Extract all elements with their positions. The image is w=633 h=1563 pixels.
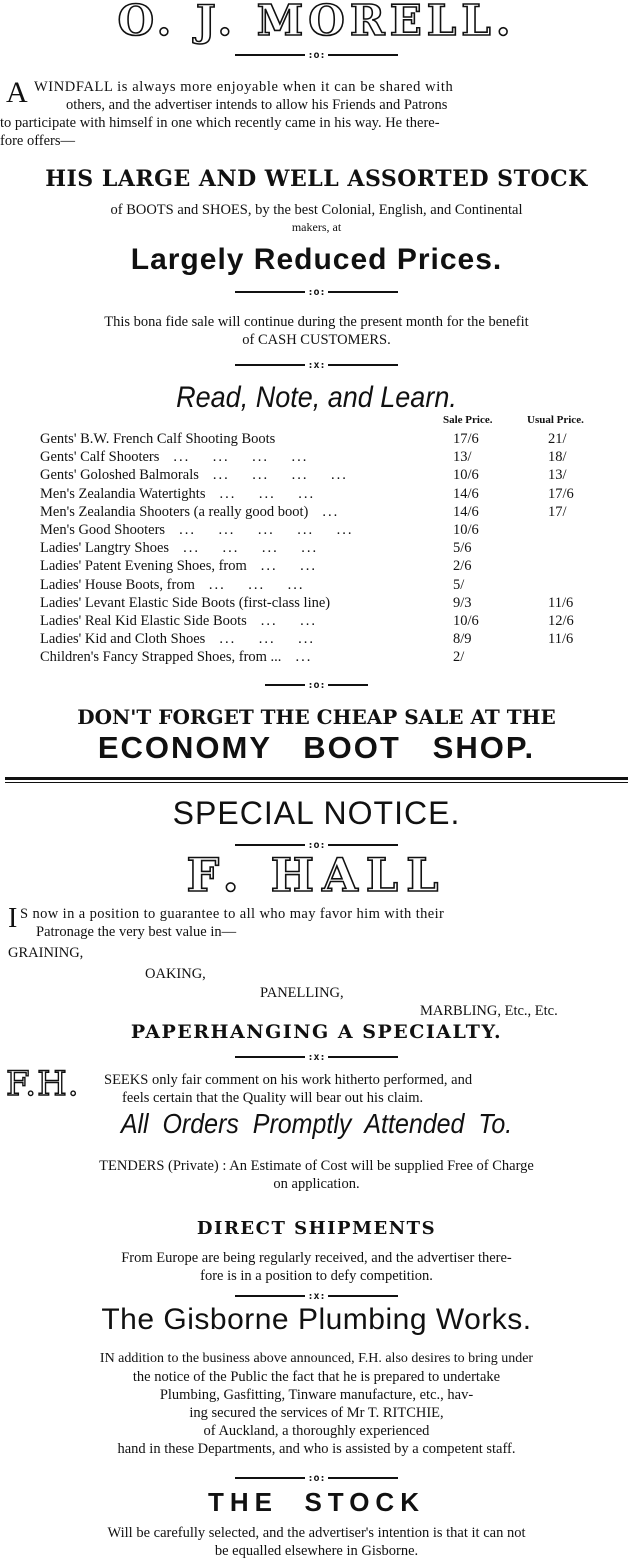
- price-item-leader: ... ... ... ...: [212, 467, 348, 484]
- price-row: [40, 613, 620, 631]
- closing-line: be equalled elsewhere in Gisborne.: [214, 1543, 419, 1559]
- price-row: [40, 467, 620, 485]
- sale-price: 13/: [453, 449, 472, 466]
- price-item-name: Men's Good Shooters: [40, 522, 166, 538]
- price-row: [40, 449, 620, 467]
- price-item-leader: ... ... ...: [219, 485, 316, 502]
- price-item-name: Children's Fancy Strapped Shoes, from ...: [40, 649, 282, 666]
- price-item-name: Ladies' Real Kid Elastic Side Boots: [40, 613, 247, 629]
- price-item-name: Men's Zealandia Shooters (a really good boot): [40, 503, 309, 520]
- stock-line: of BOOTS and SHOES, by the best Colonial, English, and Continental: [110, 202, 523, 218]
- plumb-line: IN addition to the business above announced, F.H. also desires to bring under: [99, 1351, 534, 1366]
- fh-line: SEEKS only fair comment on his work hitherto performed, and: [104, 1072, 473, 1088]
- sale-price: 9/3: [453, 594, 472, 611]
- service-panelling: PANELLING,: [260, 985, 344, 1001]
- drop-cap: A: [6, 76, 28, 109]
- hall-intro: [6, 905, 628, 941]
- all-orders-heading: All Orders Promptly Attended To.: [120, 1108, 513, 1140]
- price-item-leader: ...: [322, 503, 340, 520]
- price-item-leader: ... ... ... ... ...: [179, 522, 354, 538]
- sale-price: 2/: [453, 649, 465, 666]
- price-item-leader: ... ... ... ...: [183, 540, 319, 557]
- price-item-leader: ... ... ...: [219, 631, 315, 648]
- tenders-line: on application.: [273, 1176, 360, 1192]
- read-note-heading: Read, Note, and Learn.: [176, 380, 457, 414]
- hall-title: F. HALL: [186, 848, 447, 902]
- price-row: [40, 522, 620, 540]
- sale-price: 17/6: [453, 431, 479, 447]
- plumbing-text: [4, 1350, 629, 1458]
- tenders-notice: [0, 1157, 633, 1193]
- price-item-name: Ladies' Levant Elastic Side Boots (first-class line): [40, 594, 331, 611]
- fh-text: [100, 1071, 630, 1107]
- usual-price: 13/: [548, 467, 567, 484]
- special-notice-heading: SPECIAL NOTICE.: [172, 795, 461, 831]
- the-stock-heading: THE STOCK: [208, 1487, 425, 1517]
- price-item-name: Ladies' Langtry Shoes: [40, 540, 170, 557]
- morell-intro: [0, 76, 628, 150]
- col-sale-price: Sale Price.: [443, 414, 493, 426]
- sale-price: 5/6: [453, 540, 472, 557]
- plumbing-works-heading: The Gisborne Plumbing Works.: [101, 1303, 532, 1336]
- service-oaking: OAKING,: [145, 966, 206, 982]
- shipments-text: [0, 1249, 633, 1285]
- price-row: [40, 649, 620, 667]
- morell-title: O. J. MORELL.: [117, 0, 516, 45]
- price-item-name: Gents' Calf Shooters: [40, 449, 160, 466]
- price-item-name: Gents' B.W. French Calf Shooting Boots: [40, 431, 276, 447]
- paperhanging-heading: PAPERHANGING A SPECIALTY.: [130, 1021, 503, 1043]
- plumb-line: the notice of the Public the fact that he is prepared to undertake: [132, 1369, 501, 1385]
- sale-price: 14/6: [453, 503, 479, 520]
- price-item-leader: ... ...: [260, 613, 318, 629]
- price-item-leader: ... ... ...: [208, 576, 305, 593]
- price-row: [40, 595, 620, 613]
- intro-line: to participate with himself in one which recently came in his way. He there-: [0, 115, 440, 131]
- sale-notice: [0, 313, 633, 349]
- ship-line: fore is in a position to defy competition.: [200, 1268, 433, 1284]
- price-item-name: Gents' Goloshed Balmorals: [40, 467, 199, 484]
- usual-price: 11/6: [548, 631, 574, 648]
- price-item-leader: ... ...: [260, 558, 318, 575]
- price-row: [40, 577, 620, 595]
- usual-price: 11/6: [548, 594, 574, 611]
- sale-price: 10/6: [453, 613, 479, 629]
- stock-heading: HIS LARGE AND WELL ASSORTED STOCK: [45, 166, 588, 192]
- divider: :o:: [0, 50, 633, 61]
- sale-line: of CASH CUSTOMERS.: [242, 332, 391, 348]
- usual-price: 18/: [548, 449, 567, 466]
- sale-price: 14/6: [453, 485, 479, 502]
- usual-price: 17/6: [548, 485, 574, 502]
- sale-price: 2/6: [453, 558, 472, 575]
- intro-line: fore offers—: [0, 133, 76, 149]
- stock-closing-text: [0, 1524, 633, 1560]
- price-item-name: Ladies' Patent Evening Shoes, from: [40, 558, 247, 575]
- section-rule: [5, 782, 628, 783]
- service-marbling: MARBLING, Etc., Etc.: [420, 1003, 558, 1019]
- intro-line: WINDFALL is always more enjoyable when it can be shared with: [34, 79, 454, 95]
- price-item-leader: ...: [295, 649, 313, 666]
- section-rule: [5, 777, 628, 780]
- plumb-line: of Auckland, a thoroughly experienced: [203, 1423, 430, 1439]
- tenders-line: TENDERS (Private) : An Estimate of Cost will be supplied Free of Charge: [99, 1158, 534, 1174]
- usual-price: 21/: [548, 431, 567, 447]
- divider: :x:: [0, 360, 633, 371]
- direct-shipments-heading: DIRECT SHIPMENTS: [196, 1218, 437, 1239]
- price-item-name: Ladies' Kid and Cloth Shoes: [40, 631, 206, 648]
- stock-line: makers, at: [291, 220, 342, 234]
- intro-line: Patronage the very best value in—: [36, 924, 237, 940]
- price-row: [40, 504, 620, 522]
- closing-line: Will be carefully selected, and the advertiser's intention is that it can not: [107, 1525, 526, 1541]
- sale-price: 10/6: [453, 522, 479, 538]
- plumb-line: ing secured the services of Mr T. RITCHIE,: [189, 1405, 444, 1421]
- sale-line: This bona fide sale will continue during the present month for the benefit: [104, 314, 529, 330]
- price-columns-header: [0, 414, 633, 428]
- sale-price: 5/: [453, 576, 465, 593]
- sale-price: 8/9: [453, 631, 472, 648]
- price-row: [40, 431, 620, 449]
- price-item-name: Ladies' House Boots, from: [40, 576, 195, 593]
- sale-price: 10/6: [453, 467, 479, 484]
- price-item-leader: ... ... ... ...: [173, 449, 309, 466]
- usual-price: 12/6: [548, 613, 574, 629]
- service-graining: GRAINING,: [8, 945, 84, 961]
- fh-line: feels certain that the Quality will bear out his claim.: [122, 1090, 424, 1106]
- price-item-name: Men's Zealandia Watertights: [40, 485, 206, 502]
- reduced-prices-heading: Largely Reduced Prices.: [130, 243, 503, 276]
- fh-mark: F.H.: [6, 1064, 80, 1104]
- price-row: [40, 486, 620, 504]
- ship-line: From Europe are being regularly received, and the advertiser there-: [121, 1250, 512, 1266]
- plumb-line: Plumbing, Gasfitting, Tinware manufacture, etc., hav-: [159, 1387, 474, 1403]
- price-row: [40, 540, 620, 558]
- intro-line: others, and the advertiser intends to allow his Friends and Patrons: [66, 97, 448, 113]
- drop-cap: I: [8, 903, 18, 934]
- divider: :o:: [0, 840, 633, 851]
- divider: :o:: [0, 680, 633, 691]
- intro-line: S now in a position to guarantee to all who may favor him with their: [20, 906, 445, 922]
- divider: :o:: [0, 1473, 633, 1484]
- price-row: [40, 631, 620, 649]
- divider: :x:: [0, 1052, 633, 1063]
- plumb-line: hand in these Departments, and who is assisted by a competent staff.: [117, 1441, 516, 1457]
- divider: :x:: [0, 1291, 633, 1302]
- price-row: [40, 558, 620, 576]
- dont-forget-line: DON'T FORGET THE CHEAP SALE AT THE: [77, 705, 556, 729]
- col-usual-price: Usual Price.: [527, 414, 584, 426]
- divider: :o:: [0, 287, 633, 298]
- usual-price: 17/: [548, 503, 567, 520]
- economy-boot-shop: ECONOMY BOOT SHOP.: [97, 730, 536, 765]
